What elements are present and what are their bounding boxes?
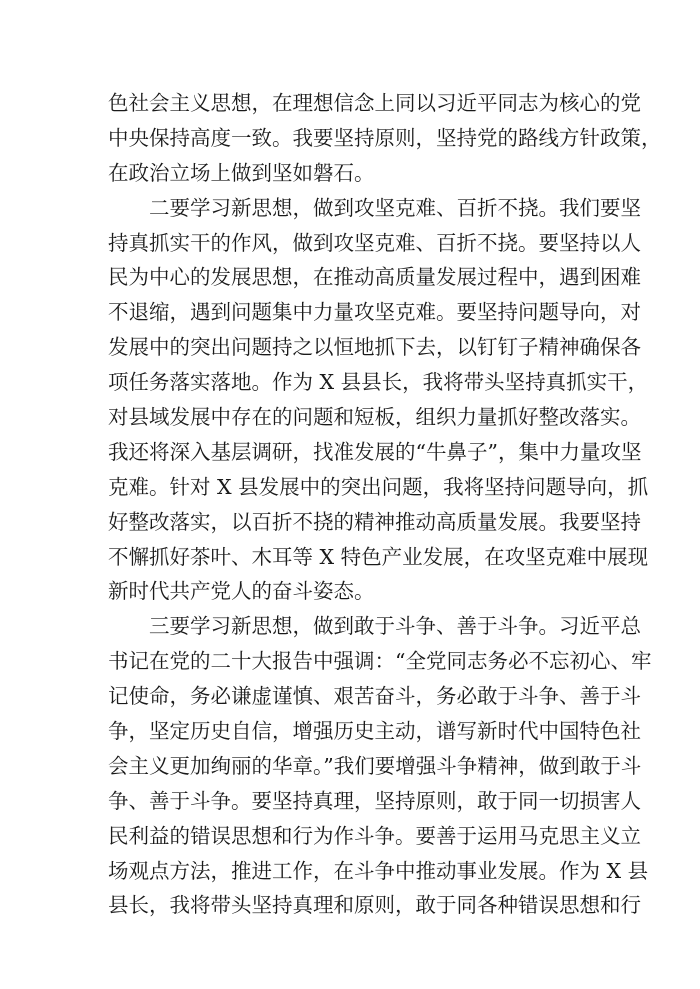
paragraph-1-line-2: 中央保持高度一致。我要坚持原则，坚持党的路线方针政策， [108,125,662,150]
paragraph-1-line-3: 在政治立场上做到坚如磐石。 [108,160,375,185]
paragraph-3-line-8: 场观点方法，推进工作，在斗争中推动事业发展。作为 X 县 [108,858,649,883]
paragraph-3-line-2: 书记在党的二十大报告中强调：“全党同志务必不忘初心、牢 [108,649,652,674]
paragraph-2-line-1: 二要学习新思想，做到攻坚克难、百折不挠。我们要坚 [149,195,641,220]
paragraph-2-line-8: 我还将深入基层调研，找准发展的“牛鼻子”，集中力量攻坚 [108,439,642,464]
paragraph-2-line-11: 不懈抓好茶叶、木耳等 X 特色产业发展，在攻坚克难中展现 [108,544,649,569]
document-body [108,86,662,923]
paragraph-3-line-5: 会主义更加绚丽的华章。”我们要增强斗争精神，做到敢于斗 [108,753,642,778]
paragraph-2-line-3: 民为中心的发展思想，在推动高质量发展过程中，遇到困难 [108,265,641,290]
paragraph-2-line-12: 新时代共产党人的奋斗姿态。 [108,579,375,604]
paragraph-3-line-3: 记使命，务必谦虚谨慎、艰苦奋斗，务必敢于斗争、善于斗 [108,684,641,709]
paragraph-2-line-5: 发展中的突出问题持之以恒地抓下去，以钉钉子精神确保各 [108,335,641,360]
paragraph-2-line-7: 对县域发展中存在的问题和短板，组织力量抓好整改落实。 [108,405,641,430]
paragraph-3-line-7: 民利益的错误思想和行为作斗争。要善于运用马克思主义立 [108,823,641,848]
paragraph-3-line-9: 县长，我将带头坚持真理和原则，敢于同各种错误思想和行 [108,893,641,918]
paragraph-2-line-10: 好整改落实，以百折不挠的精神推动高质量发展。我要坚持 [108,509,641,534]
paragraph-3-line-6: 争、善于斗争。要坚持真理，坚持原则，敢于同一切损害人 [108,788,641,813]
paragraph-3-line-1: 三要学习新思想，做到敢于斗争、善于斗争。习近平总 [149,614,641,639]
paragraph-2-line-6: 项任务落实落地。作为 X 县县长，我将带头坚持真抓实干， [108,370,649,395]
paragraph-2-line-2: 持真抓实干的作风，做到攻坚克难、百折不挠。要坚持以人 [108,230,641,255]
paragraph-2-line-4: 不退缩，遇到问题集中力量攻坚克难。要坚持问题导向，对 [108,300,641,325]
paragraph-1-line-1: 色社会主义思想，在理想信念上同以习近平同志为核心的党 [108,91,641,115]
paragraph-3-line-4: 争，坚定历史自信，增强历史主动，谱写新时代中国特色社 [108,719,641,744]
paragraph-2-line-9: 克难。针对 X 县发展中的突出问题，我将坚持问题导向，抓 [108,474,649,499]
